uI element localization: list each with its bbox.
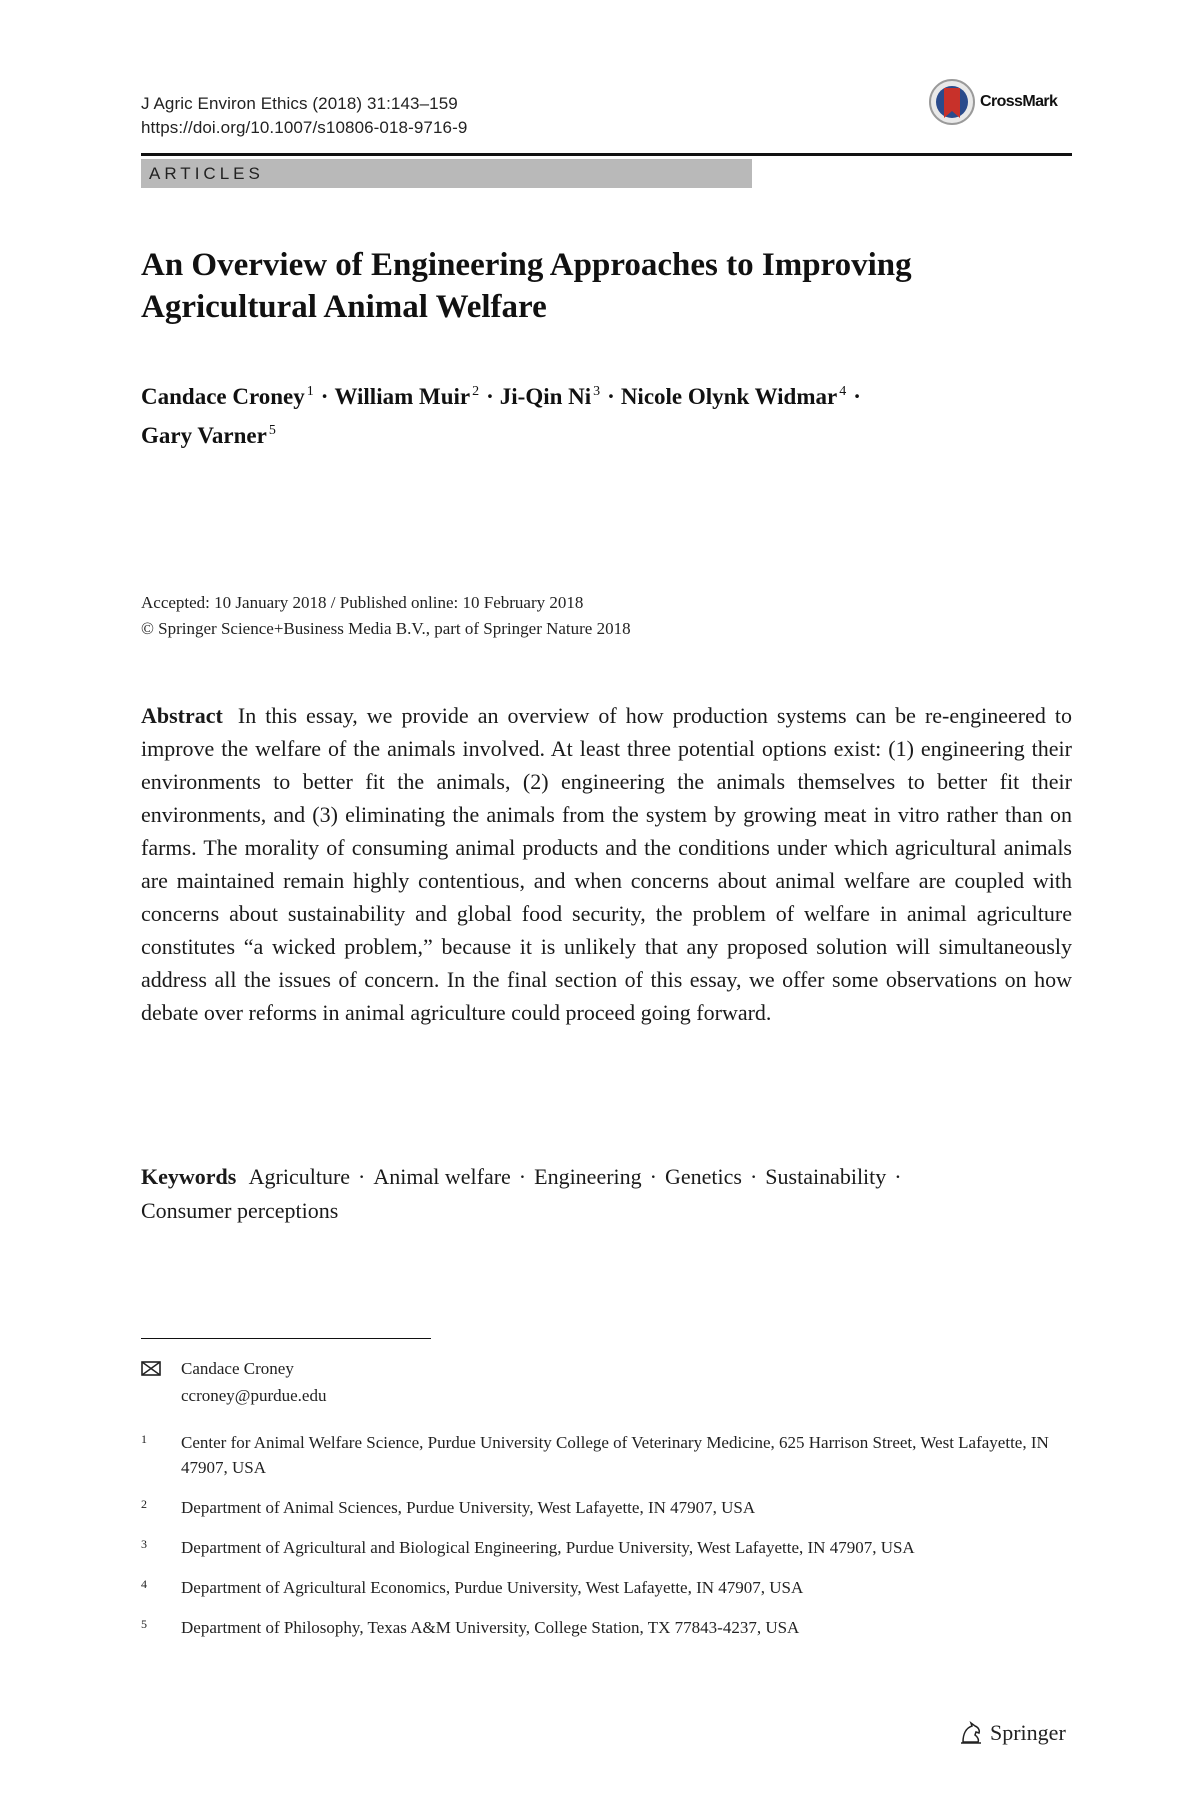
journal-citation: J Agric Environ Ethics (2018) 31:143–159 [141, 94, 458, 113]
contact-email[interactable]: ccroney@purdue.edu [181, 1386, 327, 1405]
envelope-icon [141, 1361, 161, 1376]
keyword-separator: · [749, 1164, 758, 1189]
author-name[interactable]: William Muir [334, 384, 471, 409]
affiliation-item [141, 1495, 1072, 1520]
keyword[interactable]: Sustainability [765, 1164, 887, 1189]
affiliation-number: 1 [141, 1432, 147, 1446]
affiliation-text: Center for Animal Welfare Science, Purdue University College of Veterinary Medicine, 625 Harrison Street, West Lafayette, IN 47907, USA [181, 1433, 1049, 1477]
corresponding-author [141, 1355, 326, 1409]
doi-link[interactable]: https://doi.org/10.1007/s10806-018-9716-9 [141, 118, 468, 137]
affiliation-list [141, 1430, 1072, 1655]
affiliation-marker: 5 [268, 423, 276, 438]
crossmark-badge[interactable] [928, 78, 1057, 126]
copyright-notice: © Springer Science+Business Media B.V., part of Springer Nature 2018 [141, 619, 631, 638]
affiliation-item [141, 1575, 1072, 1600]
section-label: ARTICLES [141, 159, 752, 188]
author-name[interactable]: Nicole Olynk Widmar [620, 384, 838, 409]
author-separator: · [607, 384, 615, 409]
affiliation-text: Department of Agricultural Economics, Purdue University, West Lafayette, IN 47907, USA [181, 1578, 804, 1597]
keyword-separator: · [358, 1164, 366, 1189]
keywords-label: Keywords [141, 1164, 237, 1189]
author-name[interactable]: Candace Croney [141, 384, 305, 409]
journal-reference [141, 92, 467, 140]
affiliation-marker: 4 [839, 384, 847, 399]
crossmark-label: CrossMark [980, 93, 1058, 110]
abstract-text: In this essay, we provide an overview of how production systems can be re-engineered to improve the welfare of the animals involved. At least three potential options exist: (1) engineering their environments to better fit the animals, (2) engineering the animals themselves to better fit their environments, and (3) eliminating the animals from the system by growing meat in vitro rather than on farms. The morality of consuming animal products and the conditions under which agricultural animals are maintained remain highly contentious, and when concerns about animal welfare are coupled with concerns about sustainability and global food security, the problem of welfare in animal agriculture constitutes “a wicked problem,” because it is unlikely that any proposed solution will simultaneously address all the issues of concern. In the final section of this essay, we offer some observations on how debate over reforms in animal agriculture could proceed going forward. [141, 703, 1073, 1025]
crossmark-logo-icon [928, 78, 976, 126]
header-rule [141, 153, 1072, 156]
keyword[interactable]: Engineering [534, 1164, 642, 1189]
affiliation-marker: 2 [472, 384, 480, 399]
abstract-label: Abstract [141, 703, 223, 728]
keyword[interactable]: Animal welfare [373, 1164, 511, 1189]
affiliation-number: 2 [141, 1497, 147, 1511]
keyword[interactable]: Consumer perceptions [141, 1198, 339, 1223]
author-separator: · [853, 384, 861, 409]
author-name[interactable]: Gary Varner [141, 423, 267, 448]
keyword[interactable]: Genetics [664, 1164, 742, 1189]
contact-name: Candace Croney [181, 1359, 294, 1378]
title-line-2: Agricultural Animal Welfare [141, 289, 547, 325]
publication-dates [141, 590, 1072, 642]
affiliation-number: 5 [141, 1617, 147, 1631]
affiliation-item [141, 1535, 1072, 1560]
affiliation-number: 3 [141, 1537, 147, 1551]
author-name[interactable]: Ji-Qin Ni [499, 384, 592, 409]
affiliation-text: Department of Animal Sciences, Purdue University, West Lafayette, IN 47907, USA [181, 1498, 756, 1517]
abstract [141, 699, 1072, 1029]
publisher-logo [958, 1720, 1066, 1746]
accepted-published-dates: Accepted: 10 January 2018 / Published online: 10 February 2018 [141, 593, 584, 612]
footnote-rule [141, 1338, 431, 1339]
affiliation-marker: 1 [306, 384, 314, 399]
affiliation-number: 4 [141, 1577, 147, 1591]
affiliation-marker: 3 [593, 384, 601, 399]
keywords [141, 1160, 1072, 1228]
keyword[interactable]: Agriculture [248, 1164, 351, 1189]
author-list [141, 375, 1072, 453]
springer-horse-icon [958, 1720, 984, 1746]
title-line-1: An Overview of Engineering Approaches to Improving [141, 247, 912, 283]
affiliation-text: Department of Agricultural and Biological Engineering, Purdue University, West Lafayette, IN 47907, USA [181, 1538, 915, 1557]
affiliation-item [141, 1615, 1072, 1640]
affiliation-item [141, 1430, 1072, 1480]
article-title [141, 244, 1072, 328]
keyword-separator: · [894, 1164, 902, 1189]
author-separator: · [320, 384, 329, 409]
keyword-separator: · [649, 1164, 657, 1189]
affiliation-text: Department of Philosophy, Texas A&M University, College Station, TX 77843-4237, USA [181, 1618, 800, 1637]
author-separator: · [486, 384, 494, 409]
keyword-separator: · [518, 1164, 527, 1189]
publisher-name: Springer [990, 1720, 1066, 1745]
